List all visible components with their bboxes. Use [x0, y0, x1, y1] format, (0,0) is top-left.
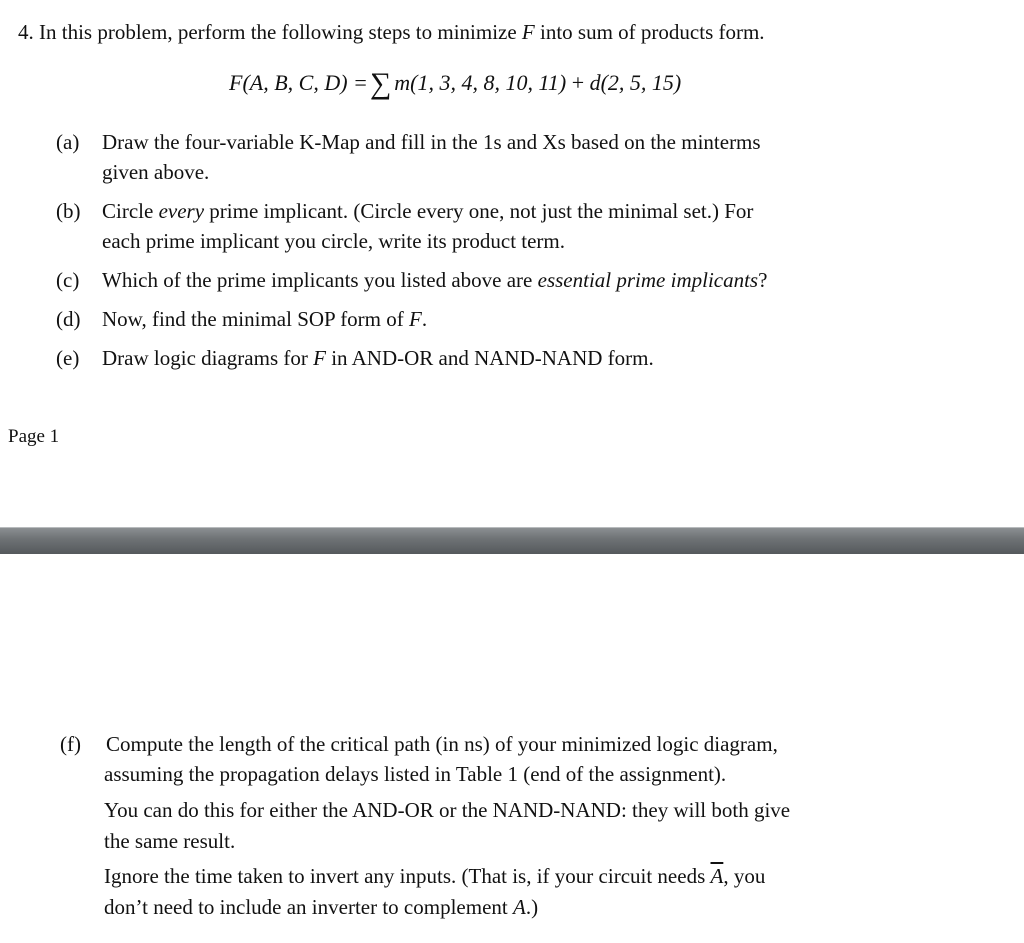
sigma-symbol: ∑	[369, 67, 392, 100]
part-b-pre: Circle	[102, 199, 154, 223]
page-label-text: Page 1	[8, 426, 60, 447]
part-d-variable: F	[409, 307, 422, 331]
part-f-line4: the same result.	[104, 829, 236, 853]
equation-dontcares: d(2, 5, 15)	[589, 70, 682, 95]
part-c-emphasis: essential prime implicants	[537, 268, 759, 292]
part-b-line2: each prime implicant you circle, write its product term.	[102, 229, 566, 253]
problem-intro: In this problem, perform the following steps to minimize	[39, 20, 517, 44]
complement-a-variable: $\overline{A}$	[710, 864, 724, 888]
part-c-post: ?	[758, 268, 768, 292]
part-d	[56, 304, 427, 334]
part-e-pre: Draw logic diagrams for	[102, 346, 308, 370]
part-e-label: (e)	[56, 346, 80, 370]
part-f-line6-row	[104, 892, 538, 922]
part-e	[56, 343, 654, 373]
part-b-emphasis: every	[158, 199, 205, 223]
part-e-variable: F	[313, 346, 326, 370]
part-c-label: (c)	[56, 268, 80, 292]
part-f-label: (f)	[60, 732, 81, 756]
part-d-post: .	[421, 307, 428, 331]
part-a-line2: given above.	[102, 160, 210, 184]
problem-statement	[18, 17, 765, 47]
equation-plus: +	[571, 70, 585, 95]
part-a-continued	[102, 157, 209, 187]
part-f-line6-post: .)	[525, 895, 539, 919]
page-number-label	[8, 426, 59, 448]
part-f-line5-row	[104, 861, 765, 891]
part-f-line2: assuming the propagation delays listed in Table 1 (end of the assignment).	[104, 762, 727, 786]
part-f-line5-pre: Ignore the time taken to invert any inputs. (That is, if your circuit needs	[104, 864, 706, 888]
part-b-post: prime implicant. (Circle every one, not just the minimal set.) For	[209, 199, 754, 223]
part-b-continued	[102, 226, 565, 256]
part-f-line6-pre: don’t need to include an inverter to complement	[104, 895, 508, 919]
intro-variable: F	[521, 20, 535, 44]
part-c-pre: Which of the prime implicants you listed above are	[102, 268, 533, 292]
problem-number: 4.	[18, 20, 34, 44]
part-a	[56, 127, 761, 157]
equation-minterms: m(1, 3, 4, 8, 10, 11)	[394, 70, 567, 95]
part-b	[56, 196, 753, 226]
function-equation	[229, 67, 682, 100]
part-f-line1: Compute the length of the critical path (in ns) of your minimized logic diagram,	[106, 732, 778, 756]
part-d-label: (d)	[56, 307, 81, 331]
part-f-line2-row	[104, 759, 726, 789]
part-f-line3: You can do this for either the AND-OR or the NAND-NAND: they will both give	[104, 798, 791, 822]
part-f-line5-post: , you	[723, 864, 766, 888]
part-d-pre: Now, find the minimal SOP form of	[102, 307, 404, 331]
part-a-label: (a)	[56, 130, 80, 154]
page-separator	[0, 528, 1024, 554]
part-f-line3-row	[104, 795, 790, 825]
equation-lhs: F(A, B, C, D) =	[229, 70, 368, 95]
part-c	[56, 265, 767, 295]
part-e-post: in AND-OR and NAND-NAND form.	[331, 346, 654, 370]
part-a-line1: Draw the four-variable K-Map and fill in the 1s and Xs based on the minterms	[102, 130, 761, 154]
part-f-line4-row	[104, 826, 235, 856]
part-f	[60, 729, 778, 759]
part-b-label: (b)	[56, 199, 81, 223]
problem-intro-end: into sum of products form.	[540, 20, 765, 44]
part-f-line6-variable: A	[513, 895, 526, 919]
